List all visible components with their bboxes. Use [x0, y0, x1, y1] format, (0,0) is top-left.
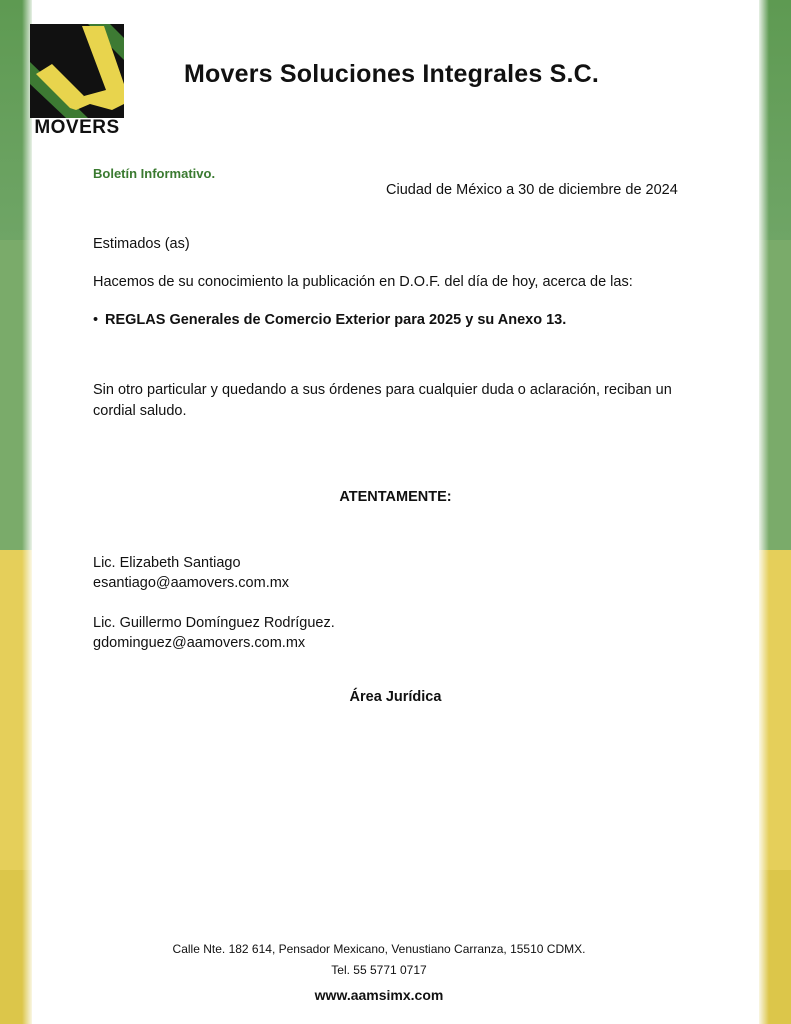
- bulletin-label: Boletín Informativo.: [93, 166, 216, 181]
- department-name: Área Jurídica: [349, 689, 442, 705]
- footer-website: www.aamsimx.com: [314, 987, 444, 1003]
- intro-paragraph: Hacemos de su conocimiento la publicación en D.O.F. del día de hoy, acerca de las:: [93, 274, 633, 290]
- signatory-name: Lic. Elizabeth Santiago: [93, 555, 241, 571]
- closing-paragraph: Sin otro particular y quedando a sus órdenes para cualquier duda o aclaración, reciban un cordial saludo.: [93, 382, 672, 419]
- movers-logo-mark: [30, 24, 124, 118]
- right-decorative-band: [759, 0, 791, 1024]
- signatory-email: esantiago@aamovers.com.mx: [93, 575, 290, 591]
- place-date: Ciudad de México a 30 de diciembre de 2024: [386, 182, 678, 198]
- bullet-item: [93, 310, 566, 331]
- sign-off: ATENTAMENTE:: [339, 489, 452, 505]
- logo-wordmark: MOVERS: [34, 117, 120, 138]
- company-name: Movers Soluciones Integrales S.C.: [184, 60, 600, 88]
- movers-logo: [30, 24, 124, 136]
- signatory-block: [93, 613, 335, 653]
- bullet-item-text: REGLAS Generales de Comercio Exterior para 2025 y su Anexo 13.: [105, 312, 567, 328]
- bullet-mark: •: [93, 312, 99, 328]
- signatory-email: gdominguez@aamovers.com.mx: [93, 635, 306, 651]
- footer-address: Calle Nte. 182 614, Pensador Mexicano, Venustiano Carranza, 15510 CDMX.: [172, 942, 586, 956]
- signatory-block: [93, 553, 289, 593]
- signatory-name: Lic. Guillermo Domínguez Rodríguez.: [93, 615, 335, 631]
- left-decorative-band: [0, 0, 32, 1024]
- footer-phone: Tel. 55 5771 0717: [331, 963, 427, 977]
- greeting: Estimados (as): [93, 236, 190, 252]
